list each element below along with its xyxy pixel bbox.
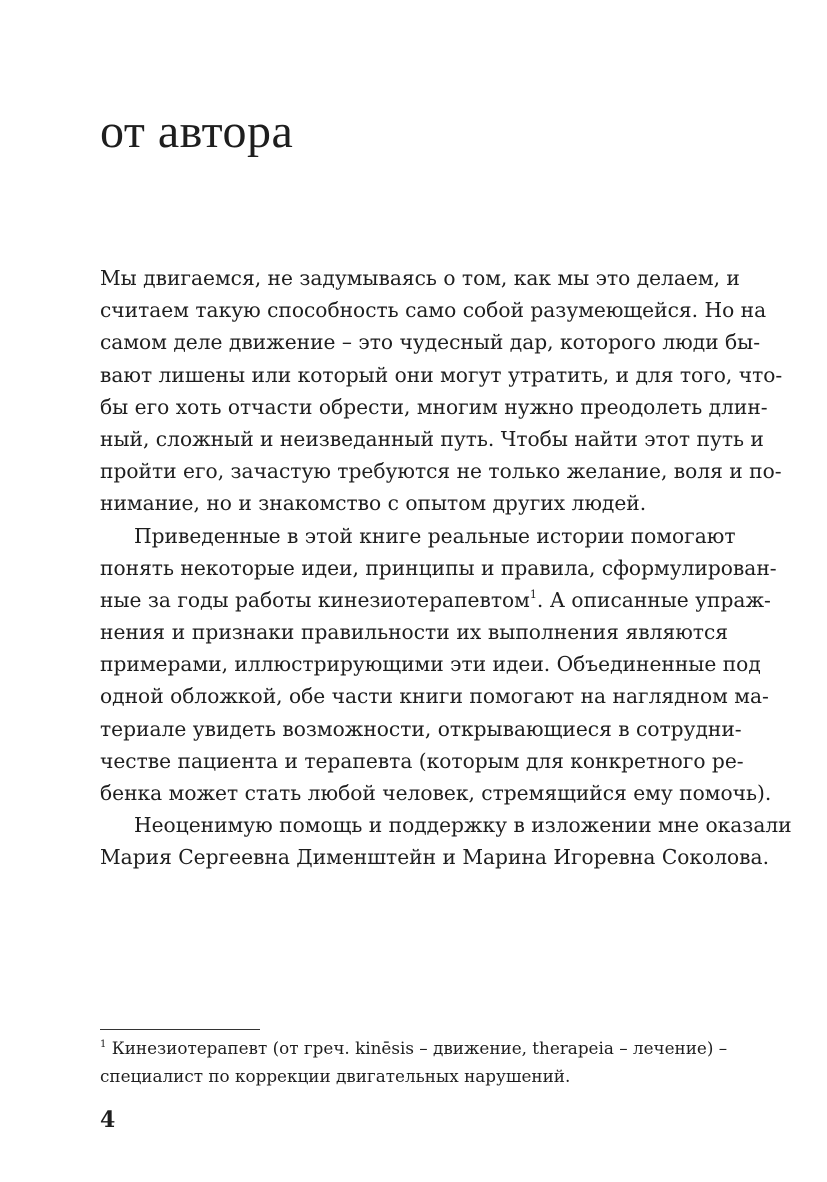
paragraph-3-line: Мария Сергеевна Дименштейн и Марина Игоревна Соколова. (100, 845, 769, 870)
paragraph-2-line: Приведенные в этой книге реальные истории помогают (134, 523, 736, 548)
paragraph-2-line-with-footnote (100, 584, 771, 616)
footnote-marker: 1 (100, 1039, 107, 1050)
footnote-text: Кинезиотерапевт (от греч. kinēsis – движение, therapeia – лечение) – (106, 1038, 728, 1058)
paragraph-1-line: бы его хоть отчасти обрести, многим нужно преодолеть длин- (100, 394, 768, 419)
paragraph-1-line: самом деле движение – это чудесный дар, которого люди бы- (100, 330, 761, 355)
paragraph-2-line: понять некоторые идеи, принципы и правила, сформулирован- (100, 555, 777, 580)
chapter-title: от автора (100, 105, 294, 158)
footnote-reference[interactable]: 1 (529, 587, 537, 601)
footnote-line: специалист по коррекции двигательных нарушений. (100, 1066, 571, 1086)
paragraph-1-line: пройти его, зачастую требуются не только желание, воля и по- (100, 459, 782, 484)
paragraph-2-line: честве пациента и терапевта (которым для конкретного ре- (100, 748, 744, 773)
footnote (100, 1034, 730, 1090)
paragraph-3-line: Неоценимую помощь и поддержку в изложении мне оказали (134, 813, 792, 838)
paragraph-2-line: одной обложкой, обе части книги помогают на наглядном ма- (100, 684, 769, 709)
footnote-line (100, 1034, 730, 1062)
paragraph-2-text: ные за годы работы кинезиотерапевтом (100, 587, 530, 612)
paragraph-2-line: примерами, иллюстрирующими эти идеи. Объединенные под (100, 652, 761, 677)
footnote-divider (100, 1029, 260, 1030)
paragraph-2-line: териале увидеть возможности, открывающиеся в сотрудни- (100, 716, 742, 741)
paragraph-2-line: нения и признаки правильности их выполнения являются (100, 620, 728, 645)
page-number: 4 (100, 1107, 116, 1133)
paragraph-2-text: . А описанные упраж- (536, 587, 771, 612)
paragraph-2-line: бенка может стать любой человек, стремящийся ему помочь). (100, 781, 772, 805)
paragraph-1-line: ный, сложный и неизведанный путь. Чтобы найти этот путь и (100, 426, 764, 451)
paragraph-1-line: считаем такую способность само собой разумеющейся. Но на (100, 298, 767, 323)
paragraph-1-line: нимание, но и знакомство с опытом других людей. (100, 491, 647, 516)
paragraph-1-line: Мы двигаемся, не задумываясь о том, как мы это делаем, и (100, 266, 740, 290)
body-text (100, 262, 792, 874)
paragraph-1-line: вают лишены или который они могут утратить, и для того, что- (100, 362, 783, 387)
